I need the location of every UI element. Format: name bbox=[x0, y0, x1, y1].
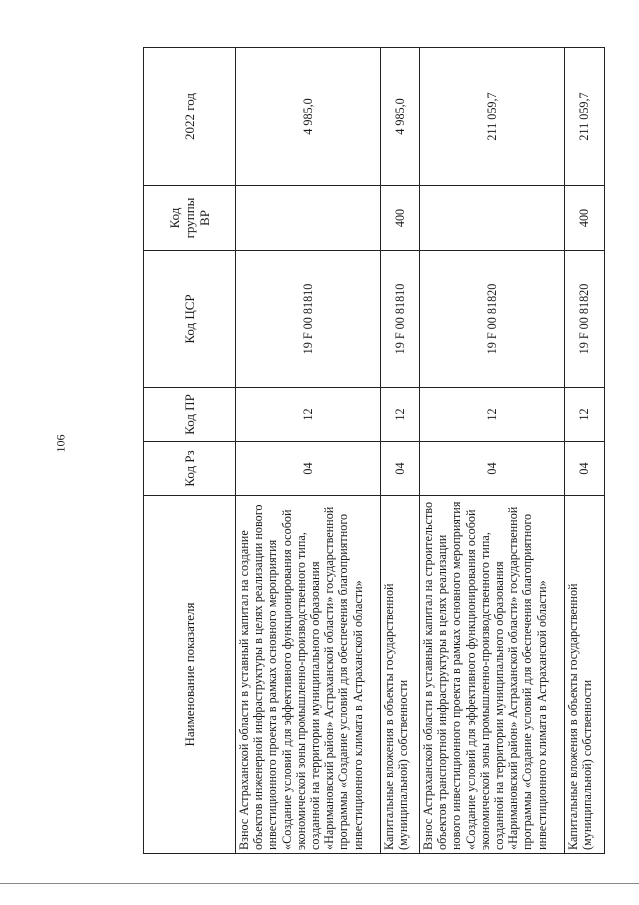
table-row bbox=[565, 48, 605, 854]
table-header-row bbox=[144, 48, 236, 854]
row-csr: 19 F 00 81810 bbox=[236, 251, 381, 388]
row-value: 211 059,7 bbox=[565, 48, 605, 186]
row-value: 211 059,7 bbox=[420, 48, 565, 186]
table-row bbox=[420, 48, 565, 854]
header-year: 2022 год bbox=[144, 48, 236, 186]
row-value: 4 985,0 bbox=[381, 48, 420, 186]
row-name: Взнос Астраханской области в уставный капитал на строительство объектов транспортной инфраструктуры в целях реализации нового инвестиционного проекта в рамках основного мероприятия «Создание условий для эффективного функционирования особой экономической зоны промышленно-производственного типа, созданной на территории муниципального образования «Наримановский район» Астраханской области» государственной программы «Создание условий для обеспечения благоприятного инвестиционного климата в Астраханской области» bbox=[420, 496, 565, 854]
page-bottom-rule bbox=[0, 883, 639, 884]
row-vr bbox=[420, 186, 565, 251]
row-csr: 19 F 00 81820 bbox=[565, 251, 605, 388]
header-pr: Код ПР bbox=[144, 388, 236, 442]
row-rz: 04 bbox=[420, 442, 565, 496]
row-csr: 19 F 00 81810 bbox=[381, 251, 420, 388]
row-rz: 04 bbox=[381, 442, 420, 496]
page-number: 106 bbox=[53, 434, 68, 453]
row-rz: 04 bbox=[236, 442, 381, 496]
row-vr: 400 bbox=[381, 186, 420, 251]
budget-table-container bbox=[143, 48, 595, 854]
row-pr: 12 bbox=[236, 388, 381, 442]
row-vr bbox=[236, 186, 381, 251]
row-rz: 04 bbox=[565, 442, 605, 496]
row-name: Капитальные вложения в объекты государственной (муниципальной) собственности bbox=[381, 496, 420, 854]
header-rz: Код Рз bbox=[144, 442, 236, 496]
row-pr: 12 bbox=[420, 388, 565, 442]
row-csr: 19 F 00 81820 bbox=[420, 251, 565, 388]
row-pr: 12 bbox=[381, 388, 420, 442]
header-csr: Код ЦСР bbox=[144, 251, 236, 388]
row-name: Капитальные вложения в объекты государственной (муниципальной) собственности bbox=[565, 496, 605, 854]
row-vr: 400 bbox=[565, 186, 605, 251]
row-value: 4 985,0 bbox=[236, 48, 381, 186]
budget-table bbox=[143, 47, 605, 854]
row-name: Взнос Астраханской области в уставный капитал на создание объектов инженерной инфраструктуры в целях реализации нового инвестиционного проекта в рамках основного мероприятия «Создание условий для эффективного функционирования особой экономической зоны промышленно-производственного типа, созданной на территории муниципального образования «Наримановский район» Астраханской области» государственной программы «Создание условий для обеспечения благоприятного инвестиционного климата в Астраханской области» bbox=[236, 496, 381, 854]
row-pr: 12 bbox=[565, 388, 605, 442]
header-name: Наименование показателя bbox=[144, 496, 236, 854]
table-row bbox=[236, 48, 381, 854]
table-row bbox=[381, 48, 420, 854]
header-vr: Код группы ВР bbox=[144, 186, 236, 251]
